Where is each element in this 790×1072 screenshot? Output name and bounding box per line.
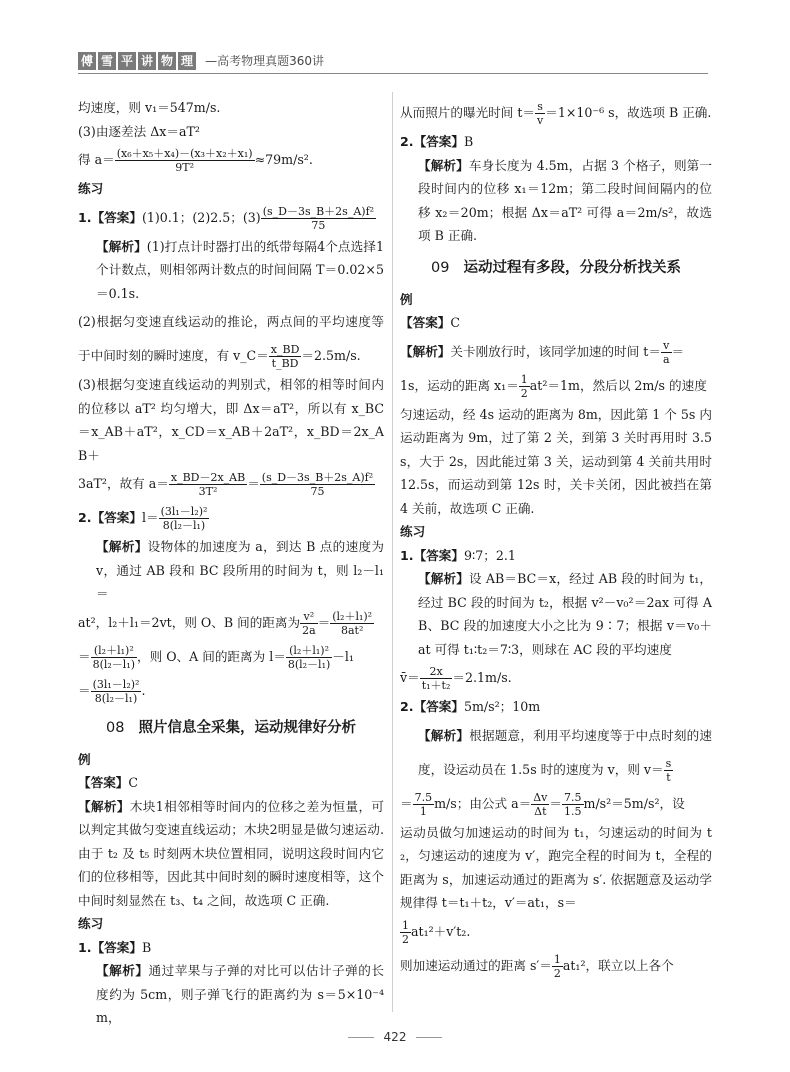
right-column [400, 96, 712, 983]
analysis-label: 【解析】 [96, 539, 148, 554]
header-rule [78, 73, 708, 74]
example-heading: 例 [78, 751, 91, 767]
section-title: 照片信息全采集，运动规律好分析 [138, 719, 356, 736]
fraction: $\frac{\text{(l₂＋l₁)²}}{\text{8(l₂－l₁)}}$ [92, 643, 136, 671]
brand-char: 讲 [138, 52, 156, 70]
answer-line: 2.【答案】l＝ $\frac{\text{(3l₁－l₂)²}}{\text{8(l₂－l₁)}}$ [78, 505, 208, 532]
section-number: 09 [431, 259, 450, 276]
answer-label: 【答案】 [91, 209, 142, 225]
footer-dash [416, 1037, 442, 1038]
formula-line: $\frac{1}{2}$ at₁²＋v′t₂. [402, 918, 471, 946]
analysis-label: 【解析】 [418, 727, 470, 743]
section-title: 运动过程有多段，分段分析找关系 [463, 259, 681, 276]
analysis-label: 【解析】 [418, 157, 469, 173]
answer-label: 【答案】 [400, 315, 451, 330]
formula-line: ＝ $\frac{\text{(3l₁－l₂)²}}{\text{8(l₂－l₁)}}$ . [78, 677, 146, 705]
brand-char: 物 [158, 52, 176, 70]
fraction: $\frac{\Delta v}{\Delta t}$ [533, 790, 548, 818]
answer-line: 【答案】C [78, 775, 139, 790]
answer-label: 【答案】 [413, 134, 464, 149]
fraction: $\frac{\text{(x₆＋x₅＋x₄)－(x₃＋x₂＋x₁)}}{\text{9T²}}$ [116, 147, 253, 174]
text-line: 均速度，则 v₁＝547m/s. [78, 100, 221, 115]
analysis-paragraph: 【解析】关卡刚放行时，该同学加速的时间 t＝ $\frac{v}{a}$ ＝ [400, 338, 685, 366]
answer-line: 1.【答案】B [78, 939, 152, 955]
brand-char: 傅 [78, 52, 96, 70]
fraction: $\frac{1}{2}$ [402, 918, 409, 946]
answer-label: 【答案】 [91, 510, 142, 525]
fraction: $\frac{s}{t}$ [665, 756, 672, 784]
answer-label: 【答案】 [78, 775, 129, 790]
fraction: $\frac{\text{(s\_D－3s\_B＋2s\_A)f²}}{75}$ [261, 471, 374, 498]
fraction: $\frac{7.5}{1.5}$ [564, 790, 582, 818]
analysis-label: 【解析】 [78, 798, 130, 814]
brand-char: 理 [178, 52, 196, 70]
formula-line: ＝ $\frac{\text{(l₂＋l₁)²}}{\text{8(l₂－l₁)}}$ ，则 O、A 间的距离为 l＝ $\frac{\text{(l₂＋l₁)²}}{\text{8(l₂－l₁)}}$ －l₁ [78, 643, 354, 671]
analysis-paragraph: 【解析】设 AB＝BC＝x，经过 AB 段的时间为 t₁，经过 BC 段的时间为 t₂，根据 v²－v₀²＝2ax 可得 AB、BC 段的加速度大小之比为 9∶7；根据 v＝v₀＋at 可得 t₁∶t₂＝7∶3，则球在 AC 段的平均速度 [418, 571, 712, 657]
brand-char: 平 [118, 52, 136, 70]
fraction: $\frac{\text{v²}}{2a}$ [302, 609, 316, 637]
book-subtitle: —高考物理真题360讲 [205, 54, 324, 68]
fraction: $\frac{x\_BD-2x\_AB}{\text{3T²}}$ [170, 471, 246, 498]
fraction: $\frac{1}{2}$ [520, 372, 528, 400]
page-header [78, 52, 708, 72]
formula-line: v̄＝ $\frac{2x}{\text{t₁＋t₂}}$ ＝2.1m/s. [400, 665, 512, 692]
fraction: $\frac{s}{v}$ [537, 100, 544, 127]
brand-char: 雪 [98, 52, 116, 70]
footer-dash [348, 1037, 374, 1038]
fraction: $\frac{\text{(l₂＋l₁)²}}{\text{8(l₂－l₁)}}$ [287, 643, 331, 671]
answer-line: 1.【答案】9∶7；2.1 [400, 547, 516, 563]
fraction: $\frac{x\_BD}{t\_BD}$ [270, 343, 300, 370]
fraction: $\frac{7.5}{1}$ [414, 790, 433, 818]
formula-line: at²，l₂＋l₁＝2vt，则 O、B 间的距离为 $\frac{\text{v²}}{2a}$ ＝ $\frac{\text{(l₂＋l₁)²}}{\text{8at²}}$ [78, 609, 373, 637]
formula-line: ＝ $\frac{7.5}{1}$ m/s；由公式 a＝ $\frac{\Delta v}{\Delta t}$ ＝ $\frac{7.5}{1.5}$ m/s²＝5m/s²，设 [400, 790, 685, 818]
analysis-paragraph: 【解析】根据题意，利用平均速度等于中点时刻的速度，设运动员在 1.5s 时的速度为 v，则 v＝ $\frac{s}{t}$ [418, 727, 713, 784]
analysis-paragraph: 运动员做匀加速运动的时间为 t₁，匀速运动的时间为 t₂，匀速运动的速度为 v′，跑完全程的时间为 t，全程的距离为 s，加速运动通过的距离为 s′. 依据题意及运动学规律得 t＝t₁＋t₂，v′＝at₁，s＝ [400, 824, 712, 910]
fraction: $\frac{\text{(l₂＋l₁)²}}{\text{8at²}}$ [332, 609, 373, 637]
answer-label: 【答案】 [413, 547, 464, 563]
section-number: 08 [106, 719, 125, 736]
formula-line: 3aT²，故有 a＝ $\frac{x\_BD-2x\_AB}{\text{3T²}}$ ＝ $\frac{\text{(s\_D－3s\_B＋2s\_A)f²}}{75}$ [78, 471, 374, 498]
example-heading: 例 [400, 291, 413, 307]
page-number: 422 [383, 1030, 407, 1044]
answer-line: 2.【答案】B [400, 134, 474, 149]
formula-line: 从而照片的曝光时间 t＝ $\frac{s}{v}$ ＝1×10⁻⁶ s，故选项 B 正确. [400, 100, 712, 127]
column-divider [392, 92, 393, 1012]
analysis-label: 【解析】 [418, 571, 469, 586]
analysis-paragraph: 【解析】车身长度为 4.5m，占据 3 个格子，则第一段时间内的位移 x₁＝12m；第二段时间间隔内的位移 x₂＝20m；根据 Δx＝aT² 可得 a＝2m/s²，故选项 B 正确. [418, 157, 712, 243]
analysis-paragraph: 【解析】木块1相邻相等时间内的位移之差为恒量，可以判定其做匀变速直线运动；木块2明显是做匀速运动. 由于 t₂ 及 t₅ 时刻两木块位置相同，说明这段时间内它们的位移相等，因此其中间时刻的瞬时速度相等，这个中间时刻显然在 t₃、t₄ 之间，故选项 C 正确. [78, 798, 385, 908]
section-heading [78, 708, 384, 748]
fraction: $\frac{v}{a}$ [662, 338, 670, 366]
page-footer [0, 1030, 790, 1044]
formula-line: 得 a＝ $\frac{\text{(x₆＋x₅＋x₄)－(x₃＋x₂＋x₁)}}{\text{9T²}}$ ≈79m/s². [78, 147, 313, 174]
answer-label: 【答案】 [91, 939, 142, 955]
analysis-paragraph: 【解析】通过苹果与子弹的对比可以估计子弹的长度约为 5cm，则子弹飞行的距离约为 s＝5×10⁻⁴m， [96, 963, 385, 1025]
answer-line: 【答案】C [400, 315, 461, 330]
answer-line: 1.【答案】(1)0.1；(2)2.5；(3) $\frac{\text{(s\_D－3s\_B＋2s\_A)f²}}{75}$ [78, 204, 375, 232]
section-heading [400, 248, 712, 288]
analysis-label: 【解析】 [400, 343, 451, 359]
formula-line: 则加速运动通过的距离 s′＝ $\frac{1}{2}$ at₁²，联立以上各个 [400, 952, 674, 980]
analysis-label: 【解析】 [96, 238, 147, 254]
answer-line: 2.【答案】5m/s²；10m [400, 699, 541, 714]
text-line: (3)由逐差法 Δx＝aT² [78, 123, 200, 139]
fraction: $\frac{1}{2}$ [553, 952, 561, 980]
analysis-paragraph: 匀速运动，经 4s 运动的距离为 8m，因此第 1 个 5s 内运动距离为 9m，过了第 2 关，到第 3 关时再用时 3.5s，大于 2s，因此能过第 3 关，运动到第 4 关前共用时 12.5s，而运动到第 12s 时，关卡关闭，因此被挡在第 4 关前，故选项 C 正确. [400, 406, 712, 516]
formula-line: 1s，运动的距离 x₁＝ $\frac{1}{2}$ at²＝1m，然后以 2m/s 的速度 [400, 372, 707, 400]
fraction: $\frac{\text{(s\_D－3s\_B＋2s\_A)f²}}{75}$ [262, 204, 375, 232]
fraction: $\frac{2x}{\text{t₁＋t₂}}$ [421, 665, 451, 692]
fraction: $\frac{\text{(3l₁－l₂)²}}{\text{8(l₂－l₁)}}$ [92, 677, 140, 705]
analysis-paragraph: (2)根据匀变速直线运动的推论，两点间的平均速度等于中间时刻的瞬时速度，有 v_C＝ $\frac{x\_BD}{t\_BD}$ ＝2.5m/s. [78, 314, 384, 370]
analysis-label: 【解析】 [96, 963, 149, 978]
practice-heading: 练习 [78, 181, 104, 196]
brand-logo [78, 52, 196, 70]
analysis-paragraph: 【解析】设物体的加速度为 a，到达 B 点的速度为 v，通过 AB 段和 BC 段所用的时间为 t，则 l₂－l₁＝ [96, 539, 384, 601]
fraction: $\frac{\text{(3l₁－l₂)²}}{\text{8(l₂－l₁)}}$ [160, 505, 208, 532]
practice-heading: 练习 [78, 916, 104, 931]
practice-heading: 练习 [400, 524, 426, 539]
analysis-paragraph: 【解析】(1)打点计时器打出的纸带每隔4个点选择1个计数点，则相邻两计数点的时间间隔 T＝0.02×5＝0.1s. [96, 238, 385, 301]
answer-label: 【答案】 [413, 699, 464, 714]
left-column [78, 96, 384, 1030]
analysis-paragraph: (3)根据匀变速直线运动的判别式，相邻的相等时间内的位移以 aT² 均匀增大，即 Δx＝aT²，所以有 x_BC＝x_AB＋aT²，x_CD＝x_AB＋2aT²，x_BD＝2x_AB＋ [78, 377, 384, 463]
